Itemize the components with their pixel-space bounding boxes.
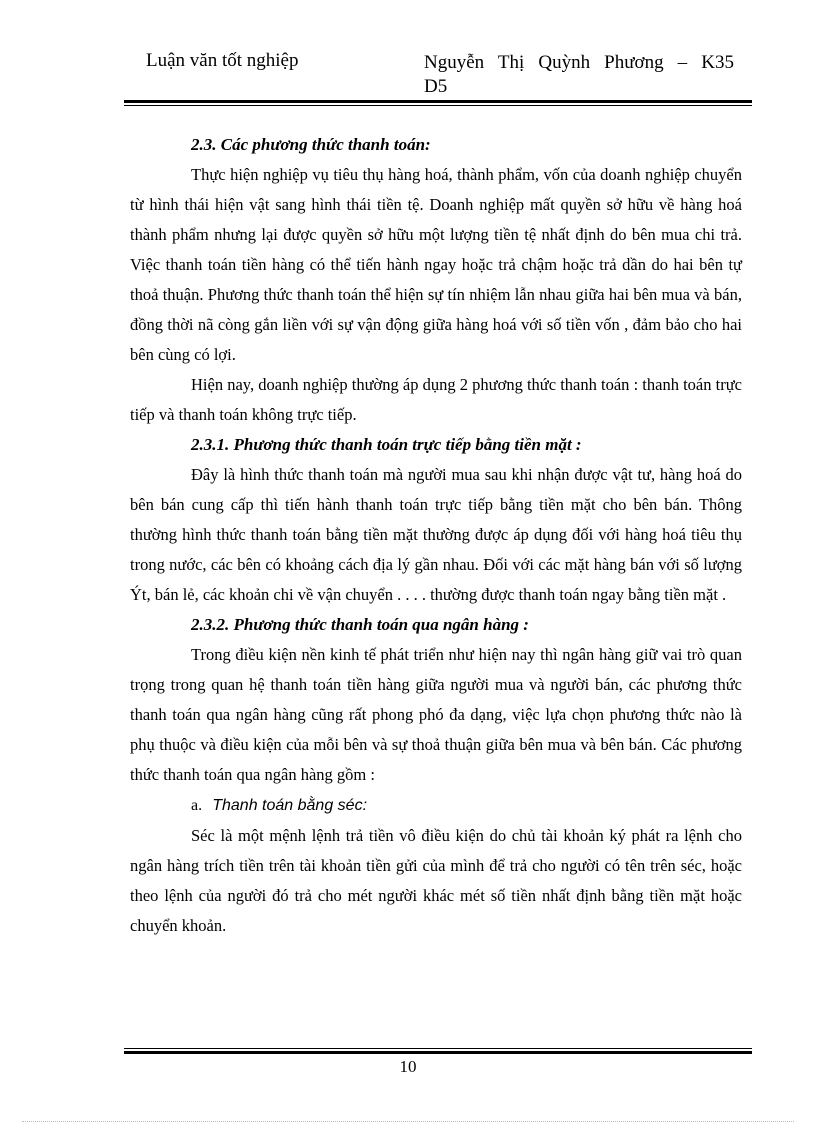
footer-rule-thin <box>124 1048 752 1049</box>
header-author: Nguyễn Thị Quỳnh Phương – K35 <box>424 52 734 73</box>
header-rule-thin <box>124 105 752 106</box>
page-edge-divider <box>22 1121 794 1122</box>
header-rule-thick <box>124 100 752 103</box>
page-number: 10 <box>399 1057 417 1076</box>
subheading-a <box>130 790 742 821</box>
paragraph: Trong điều kiện nền kinh tế phát triển như hiện nay thì ngân hàng giữ vai trò quan trọng trong quan hệ thanh toán tiền hàng giữa người mua và người bán, các phương thức thanh toán qua ngân hàng cũng rất phong phó đa dạng, việc lựa chọn phương thức nào là phụ thuộc và điều kiện của mỗi bên và sự thoả thuận giữa bên mua và bên bán. Các phương thức thanh toán qua ngân hàng gồm : <box>130 645 742 784</box>
subheading-title: Thanh toán bằng séc: <box>212 797 368 814</box>
list-marker: a. <box>191 797 203 814</box>
paragraph: Thực hiện nghiệp vụ tiêu thụ hàng hoá, thành phẩm, vốn của doanh nghiệp chuyển từ hình thái hiện vật sang hình thái tiền tệ. Doanh nghiệp mất quyền sở hữu về hàng hoá thành phẩm nhưng lại được quyền sở hữu một lượng tiền tệ nhất định do bên mua chi trả. Việc thanh toán tiền hàng có thể tiến hành ngay hoặc trả chậm hoặc trả dần do hai bên tự thoả thuận. Phương thức thanh toán thể hiện sự tín nhiệm lẫn nhau giữa hai bên mua và bán, đồng thời nã còng gắn liền với sự vận động giữa hàng hoá với số tiền vốn , đảm bảo cho hai bên cùng có lợi. <box>130 165 742 364</box>
document-body <box>130 130 742 941</box>
header-thesis-label: Luận văn tốt nghiệp <box>146 50 299 71</box>
header-author-class: D5 <box>424 76 448 97</box>
paragraph: Đây là hình thức thanh toán mà người mua sau khi nhận được vật tư, hàng hoá do bên bán cung cấp thì tiến hành thanh toán trực tiếp bằng tiền mặt cho bên bán. Thông thường hình thức thanh toán bằng tiền mặt thường được áp dụng đối với hàng hoá tiêu thụ trong nước, các bên có khoảng cách địa lý gần nhau. Đối với các mặt hàng bán với số lượng Ýt, bán lẻ, các khoản chi về vận chuyển . . . . thường được thanh toán ngay bằng tiền mặt . <box>130 465 742 604</box>
section-heading-2-3-1: 2.3.1. Phương thức thanh toán trực tiếp bằng tiền mặt : <box>191 435 582 454</box>
section-heading-2-3-2: 2.3.2. Phương thức thanh toán qua ngân hàng : <box>191 615 529 634</box>
paragraph: Hiện nay, doanh nghiệp thường áp dụng 2 phương thức thanh toán : thanh toán trực tiếp và thanh toán không trực tiếp. <box>130 375 742 424</box>
paragraph: Séc là một mệnh lệnh trả tiền vô điều kiện do chủ tài khoản ký phát ra lệnh cho ngân hàng trích tiền trên tài khoản tiền gửi của mình để trả cho người có tên trên séc, hoặc theo lệnh của người đó trả cho mét người khác mét số tiền nhất định bằng tiền mặt hoặc chuyển khoản. <box>130 826 742 935</box>
footer-rule-thick <box>124 1051 752 1054</box>
section-heading-2-3: 2.3. Các phương thức thanh toán: <box>191 135 431 154</box>
